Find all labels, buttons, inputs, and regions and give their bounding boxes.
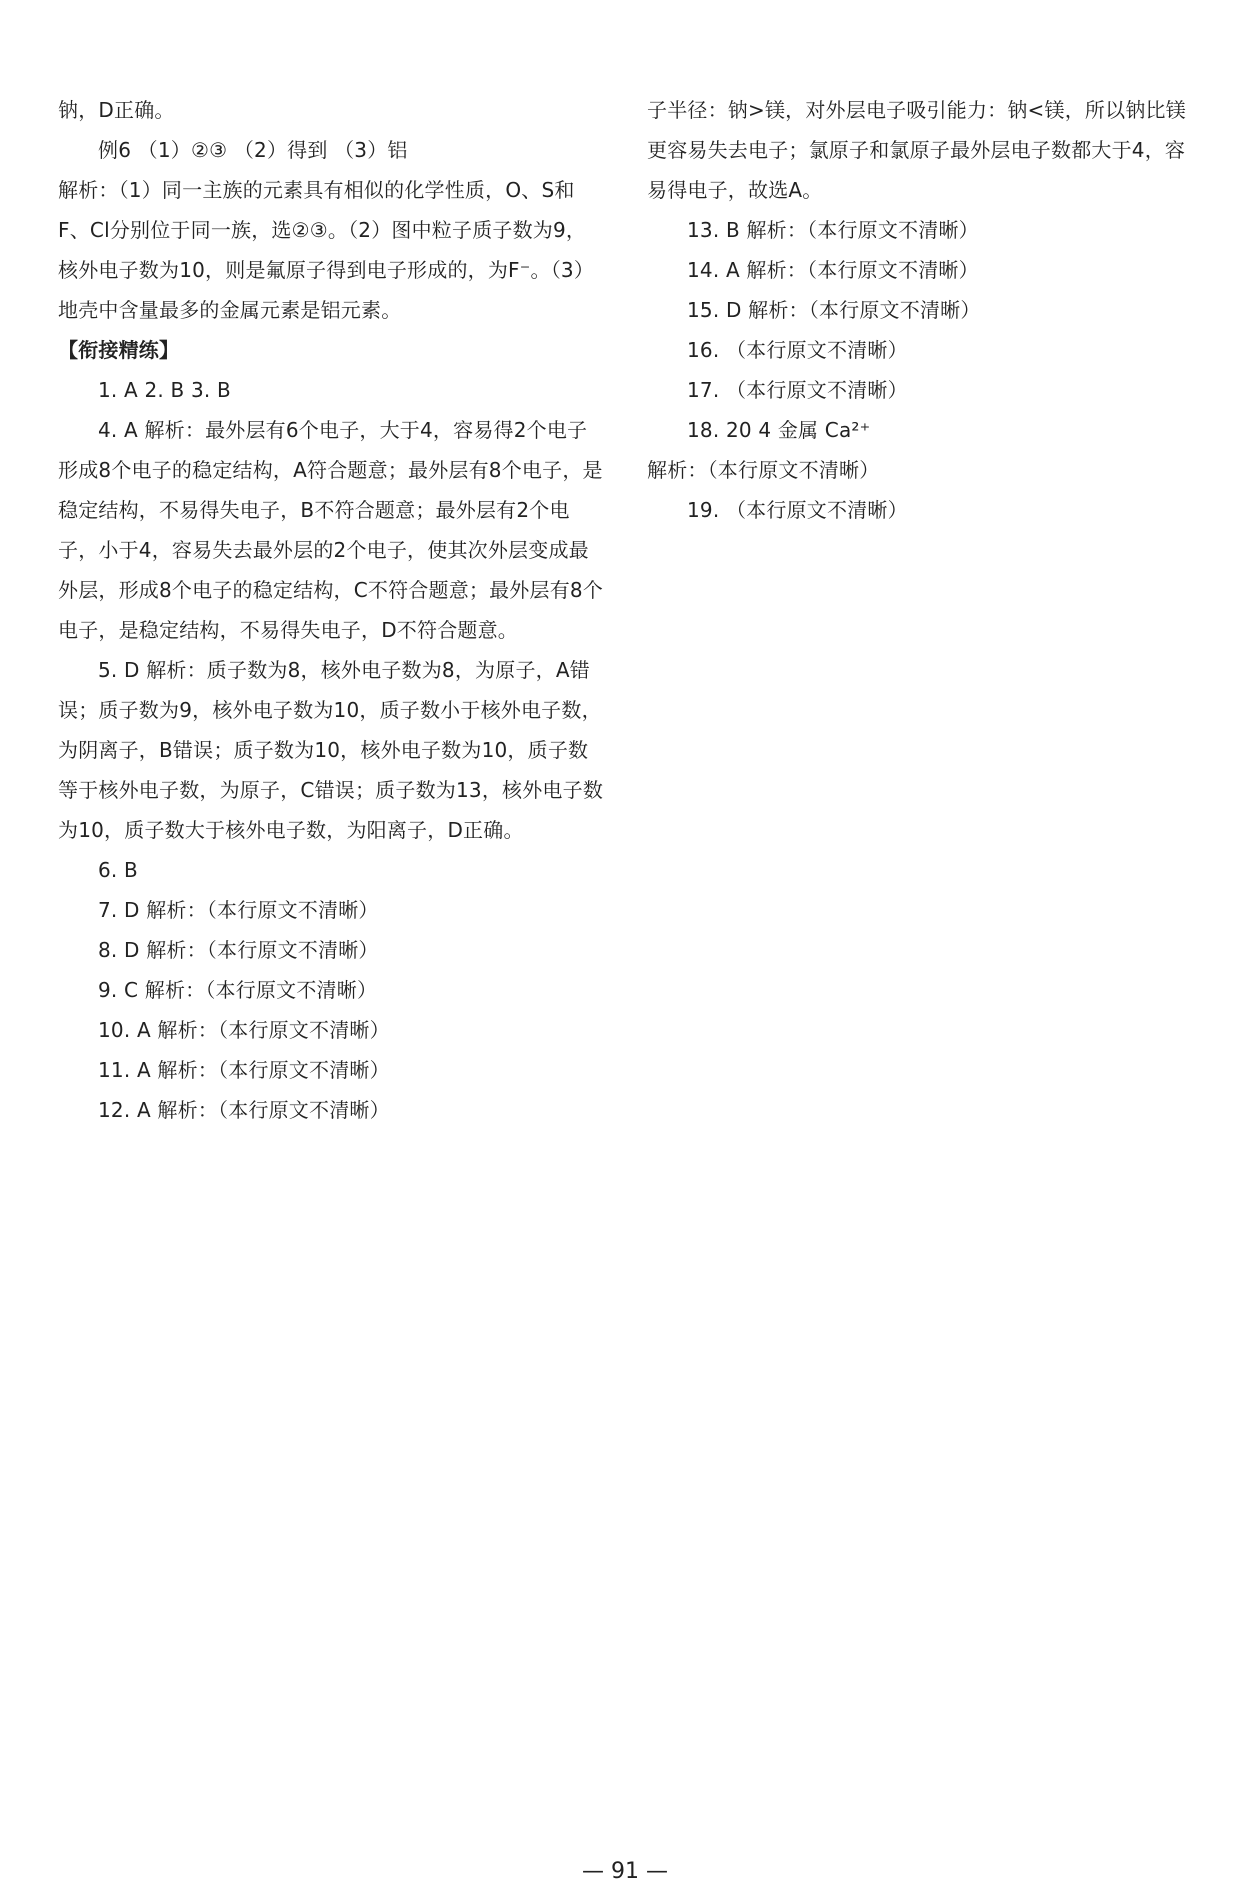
text-line: 1. A 2. B 3. B (98, 378, 231, 402)
text-line: 4. A 解析：最外层有6个电子，大于4，容易得2个电子形成8个电子的稳定结构，A符合题意；最外层有8个电子，是稳定结构，不易得失电子，B不符合题意；最外层有2个电子，小于4，容易失去最外层的2个电子，使其次外层变成最外层，形成8个电子的稳定结构，C不符合题意；最外层有8个电子，是稳定结构，不易得失电子，D不符合题意。 (58, 418, 604, 642)
two-column-layout (58, 90, 1192, 1800)
page-number: — 91 — (582, 1859, 668, 1884)
text-line: 11. A 解析：（本行原文不清晰） (98, 1058, 390, 1082)
right-column (647, 90, 1192, 1800)
text-line: 13. B 解析：（本行原文不清晰） (687, 218, 979, 242)
text-line: 解析：（1）同一主族的元素具有相似的化学性质，O、S和F、Cl分别位于同一族，选②③。（2）图中粒子质子数为9，核外电子数为10，则是氟原子得到电子形成的，为F⁻。（3）地壳中含量最多的金属元素是铝元素。 (58, 178, 595, 322)
text-line: 8. D 解析：（本行原文不清晰） (98, 938, 379, 962)
section-title: 【衔接精练】 (58, 338, 180, 362)
text-line: 子半径：钠>镁，对外层电子吸引能力：钠<镁，所以钠比镁更容易失去电子；氯原子和氯原子最外层电子数都大于4，容易得电子，故选A。 (647, 98, 1186, 202)
text-line: 14. A 解析：（本行原文不清晰） (687, 258, 979, 282)
text-line: 12. A 解析：（本行原文不清晰） (98, 1098, 390, 1122)
text-line: 例6 （1）②③ （2）得到 （3）铝 (98, 138, 408, 162)
text-line: 7. D 解析：（本行原文不清晰） (98, 898, 379, 922)
text-line: 18. 20 4 金属 Ca²⁺ (687, 418, 871, 442)
text-line: 9. C 解析：（本行原文不清晰） (98, 978, 378, 1002)
text-line: 钠，D正确。 (58, 98, 175, 122)
text-line: 17. （本行原文不清晰） (687, 378, 908, 402)
left-column (58, 90, 603, 1800)
text-line: 16. （本行原文不清晰） (687, 338, 908, 362)
text-line: 解析：（本行原文不清晰） (647, 458, 880, 482)
text-line: 6. B (98, 858, 138, 882)
text-line: 5. D 解析：质子数为8，核外电子数为8，为原子，A错误；质子数为9，核外电子数为10，质子数小于核外电子数，为阴离子，B错误；质子数为10，核外电子数为10，质子数等于核外电子数，为原子，C错误；质子数为13，核外电子数为10，质子数大于核外电子数，为阳离子，D正确。 (58, 658, 604, 842)
text-line: 10. A 解析：（本行原文不清晰） (98, 1018, 390, 1042)
text-line: 19. （本行原文不清晰） (687, 498, 908, 522)
text-line: 15. D 解析：（本行原文不清晰） (687, 298, 981, 322)
